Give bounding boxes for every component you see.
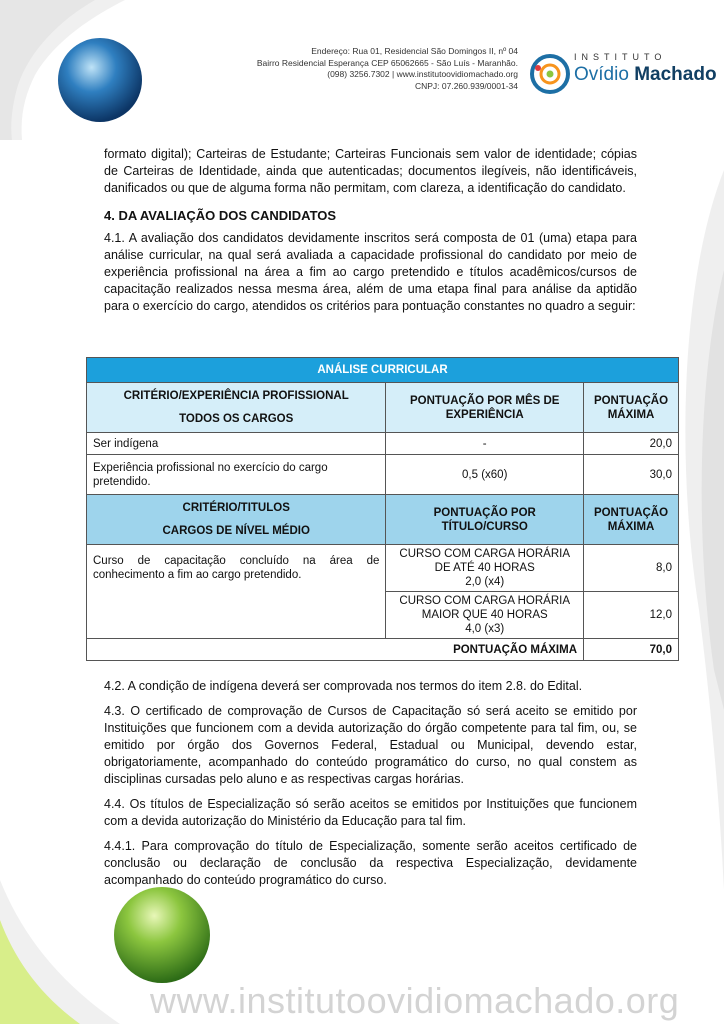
document-body [104,146,637,315]
address-line: (098) 3256.7302 | www.institutoovidiomachado.org [327,69,518,79]
address-line: Bairro Residencial Esperança CEP 65062665 - São Luís - Maranhão. [256,57,518,68]
total-value: 70,0 [584,639,679,661]
row-points [386,592,584,639]
footer-url: www.institutoovidiomachado.org [150,980,680,1021]
logo-first-word: Ovídio [574,64,629,85]
row-label: Ser indígena [87,433,386,455]
decorative-blue-globe [0,0,160,140]
header-text: CARGOS DE NÍVEL MÉDIO [162,525,310,537]
row-points [386,545,584,592]
row-max: 8,0 [584,545,679,592]
curricular-analysis-table [86,357,679,661]
logo-text-top: INSTITUTO [574,52,667,62]
row-label: Experiência profissional no exercício do cargo pretendido. [87,455,386,495]
cell-line: 2,0 (x4) [465,576,505,588]
header-points-per-title: PONTUAÇÃO POR TÍTULO/CURSO [386,495,584,545]
table-title: ANÁLISE CURRICULAR [87,358,679,383]
header-text: CRITÉRIO/TITULOS [182,502,290,514]
document-body-continued [104,678,637,889]
logo-text-main [574,64,717,86]
row-points: - [386,433,584,455]
paragraph-4-4: 4.4. Os títulos de Especialização só serão aceitos se emitidos por Instituições que funcionem com a devida autorização do Ministério da Educação para tal fim. [104,797,637,828]
header-points-per-month: PONTUAÇÃO POR MÊS DE EXPERIÊNCIA [386,383,584,433]
cell-line: DE ATÉ 40 HORAS [434,562,535,574]
paragraph-4-3: 4.3. O certificado de comprovação de Cursos de Capacitação só será aceito se emitido por Instituições que funcionem com a devida autorização do órgão competente para tal fim, ou, se emitido por órgão dos Governos Federal, Estadual ou Municipal, devendo estar, obrigatoriamente, acompanhado do conteúdo programático do curso, no qual constem as disciplinas cursadas pelo aluno e as respectivas cargas horárias. [104,704,637,786]
header-max-points: PONTUAÇÃO MÁXIMA [584,495,679,545]
address-line: CNPJ: 07.260.939/0001-34 [414,80,518,91]
row-max: 30,0 [584,455,679,495]
header-text: CRITÉRIO/EXPERIÊNCIA PROFISSIONAL [123,390,349,402]
header-max-points: PONTUAÇÃO MÁXIMA [584,383,679,433]
row-max: 20,0 [584,433,679,455]
intro-paragraph: formato digital); Carteiras de Estudante; Carteiras Funcionais sem valor de identidade; cópias de Carteiras de Identidade, ainda que autenticadas; documentos ilegíveis, não identificáveis, danificados ou que de alguma forma não permitam, com clareza, a identificação do candidato. [104,147,637,195]
header-address [168,46,518,92]
cell-line: 4,0 (x3) [465,623,505,635]
logo-second-word: Machado [634,64,717,85]
row-points: 0,5 (x60) [386,455,584,495]
cell-line: CURSO COM CARGA HORÁRIA [399,548,571,560]
paragraph-4-1: 4.1. A avaliação dos candidatos devidamente inscritos será composta de 01 (uma) etapa para análise curricular, na qual será avaliada a capacidade profissional do candidato por meio de experiência profissional na área a fim ao cargo pretendido e títulos acadêmicos/cursos de capacitação realizados nessa mesma área, além de uma etapa final para análise da aptidão para o exercício do cargo, atendidos os critérios para pontuação constantes no quadro a seguir: [104,231,637,313]
address-line: Endereço: Rua 01, Residencial São Domingos II, nº 04 [311,46,518,56]
row-label: Curso de capacitação concluído na área de conhecimento a fim ao cargo pretendido. [87,545,386,639]
total-label: PONTUAÇÃO MÁXIMA [87,639,584,661]
header-text: TODOS OS CARGOS [179,413,294,425]
institute-logo [528,50,717,100]
header-criteria-titles [87,495,386,545]
logo-mark-icon [528,52,572,96]
cell-line: MAIOR QUE 40 HORAS [421,609,548,621]
header-criteria-experience [87,383,386,433]
section-title: 4. DA AVALIAÇÃO DOS CANDIDATOS [104,208,337,223]
cell-line: CURSO COM CARGA HORÁRIA [399,595,571,607]
row-max: 12,0 [584,592,679,639]
paragraph-4-2: 4.2. A condição de indígena deverá ser comprovada nos termos do item 2.8. do Edital. [104,679,583,693]
paragraph-4-4-1: 4.4.1. Para comprovação do título de Especialização, somente serão aceitos certificado de conclusão ou declaração de conclusão da respectiva Especialização, devidamente acompanhado do conteúdo programático do curso. [104,839,637,887]
